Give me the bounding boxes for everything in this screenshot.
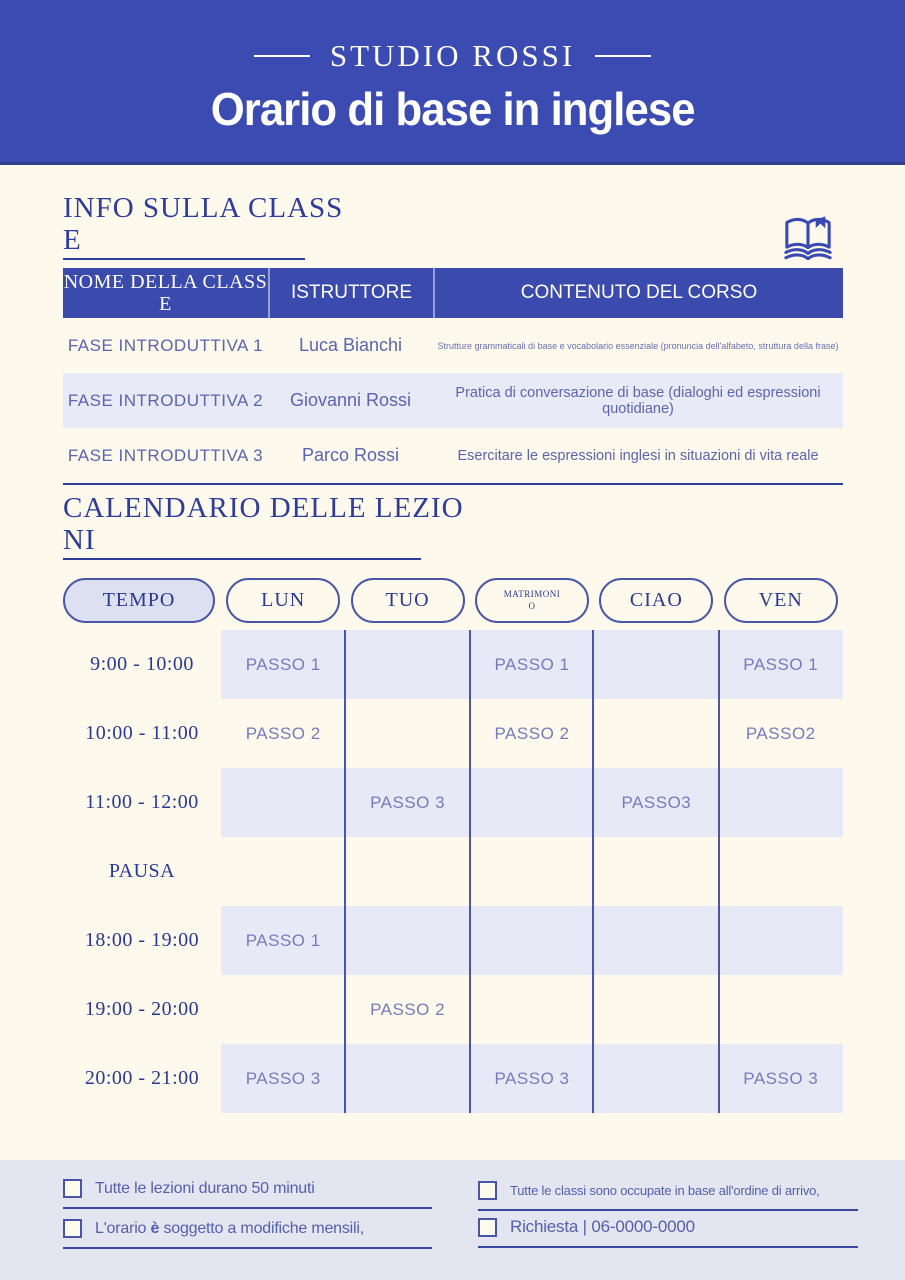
instructor: Luca Bianchi — [298, 335, 403, 355]
open-book-icon — [783, 212, 833, 264]
time-slot-label: 20:00 - 21:00 — [84, 1067, 200, 1089]
schedule-cell — [221, 768, 345, 837]
course-content: Pratica di conversazione di base (dialoghi ed espressioni quotidiane) — [455, 384, 821, 417]
note-item — [478, 1181, 858, 1211]
table-row — [63, 428, 843, 483]
day-header-slot — [221, 578, 345, 623]
course-content: Esercitare le espressioni inglesi in situazioni di vita reale — [457, 447, 819, 464]
schedule-cell — [345, 906, 469, 975]
schedule-cell: PASSO3 — [621, 792, 692, 812]
schedule-row — [63, 837, 843, 906]
checkbox[interactable] — [478, 1218, 497, 1237]
schedule-cell — [470, 768, 594, 837]
class-info-table — [63, 268, 843, 485]
schedule-cell: PASSO 1 — [245, 930, 321, 950]
header-class-name: NOME DELLA CLASS E — [63, 271, 268, 315]
note-label: Tutte le lezioni durano 50 minuti — [95, 1179, 315, 1197]
schedule-cell — [345, 1044, 469, 1113]
note-label: L'orario è soggetto a modifiche mensili, — [95, 1219, 364, 1237]
class-name: FASE INTRODUTTIVA 2 — [67, 390, 264, 410]
schedule-cell: PASSO 3 — [743, 1068, 819, 1088]
schedule-cell — [719, 768, 843, 837]
schedule-cell: PASSO 2 — [494, 723, 570, 743]
day-header-pill: CIAO — [599, 578, 713, 623]
schedule-cell: PASSO 1 — [743, 654, 819, 674]
table-row — [63, 318, 843, 373]
time-header-pill: TEMPO — [63, 578, 215, 623]
brand-name: STUDIO ROSSI — [329, 38, 576, 73]
schedule-cell — [594, 975, 718, 1044]
schedule-cell — [594, 1044, 718, 1113]
checkbox[interactable] — [63, 1219, 82, 1238]
time-header-slot — [63, 578, 221, 623]
note-item — [63, 1219, 432, 1249]
section-title-line2: E — [63, 224, 305, 259]
checkbox[interactable] — [478, 1181, 497, 1200]
header-course-content: CONTENUTO DEL CORSO — [433, 268, 843, 318]
section-title-line2: NI — [63, 524, 421, 559]
schedule-cell — [345, 630, 469, 699]
brand-dash-right — [595, 55, 651, 57]
table-row — [63, 373, 843, 428]
schedule-cell — [470, 837, 594, 906]
footer-notes — [0, 1160, 905, 1280]
schedule-cell — [594, 906, 718, 975]
schedule-cell — [594, 837, 718, 906]
brand-row — [0, 38, 905, 74]
section-title-line1: INFO SULLA CLASS — [63, 192, 344, 224]
page-title: Orario di base in inglese — [210, 83, 695, 135]
header-banner — [0, 0, 905, 165]
calendar-header-row — [63, 578, 843, 623]
schedule-row — [63, 699, 843, 768]
schedule-cell — [221, 975, 345, 1044]
time-slot-label: 9:00 - 10:00 — [90, 653, 194, 675]
schedule-cell — [470, 906, 594, 975]
schedule-cell — [345, 699, 469, 768]
time-slot-label: 19:00 - 20:00 — [84, 998, 200, 1020]
schedule-cell: PASSO 3 — [494, 1068, 570, 1088]
brand-dash-left — [254, 55, 310, 57]
time-slot-label: 11:00 - 12:00 — [85, 791, 199, 813]
schedule-cell: PASSO 3 — [245, 1068, 321, 1088]
schedule-cell: PASSO 3 — [370, 792, 446, 812]
schedule-cell: PASSO 2 — [370, 999, 446, 1019]
note-item — [63, 1179, 432, 1209]
schedule-cell — [221, 837, 345, 906]
note-label: Tutte le classi sono occupate in base all'ordine di arrivo, — [510, 1183, 820, 1198]
class-table-header-row — [63, 268, 843, 318]
class-name: FASE INTRODUTTIVA 1 — [67, 335, 264, 355]
schedule-cell — [594, 630, 718, 699]
schedule-cell: PASSO 2 — [245, 723, 321, 743]
schedule-cell: PASSO2 — [745, 723, 816, 743]
day-header-pill: VEN — [724, 578, 838, 623]
time-slot-label: 10:00 - 11:00 — [85, 722, 199, 744]
class-name: FASE INTRODUTTIVA 3 — [67, 445, 264, 465]
section-title-class-info — [63, 192, 343, 260]
checkbox[interactable] — [63, 1179, 82, 1198]
schedule-row — [63, 1044, 843, 1113]
day-header-pill: LUN — [226, 578, 340, 623]
day-header-slot — [345, 578, 469, 623]
schedule-row — [63, 906, 843, 975]
instructor: Giovanni Rossi — [289, 390, 412, 410]
day-header-slot — [470, 578, 594, 623]
schedule-row — [63, 630, 843, 699]
instructor: Parco Rossi — [301, 445, 400, 465]
schedule-cell — [719, 906, 843, 975]
time-slot-label: PAUSA — [108, 860, 176, 882]
schedule-grid — [63, 630, 843, 1113]
schedule-cell: PASSO 1 — [494, 654, 570, 674]
time-slot-label: 18:00 - 19:00 — [84, 929, 200, 951]
schedule-row — [63, 768, 843, 837]
day-header-pill: TUO — [351, 578, 465, 623]
course-content: Strutture grammaticali di base e vocabolario essenziale (pronuncia dell'alfabeto, struttura della frase) — [437, 340, 839, 351]
section-title-line1: CALENDARIO DELLE LEZIO — [63, 492, 464, 524]
day-header-pill: MATRIMONI O — [475, 578, 589, 623]
schedule-cell — [719, 837, 843, 906]
day-header-slot — [594, 578, 718, 623]
schedule-row — [63, 975, 843, 1044]
day-header-slot — [719, 578, 843, 623]
schedule-cell — [594, 699, 718, 768]
schedule-cell: PASSO 1 — [245, 654, 321, 674]
schedule-cell — [470, 975, 594, 1044]
schedule-cell — [719, 975, 843, 1044]
schedule-cell — [345, 837, 469, 906]
note-label: Richiesta | 06-0000-0000 — [510, 1217, 695, 1236]
header-instructor: ISTRUTTORE — [268, 268, 433, 318]
section-title-calendar — [63, 492, 464, 560]
note-item — [478, 1217, 858, 1248]
